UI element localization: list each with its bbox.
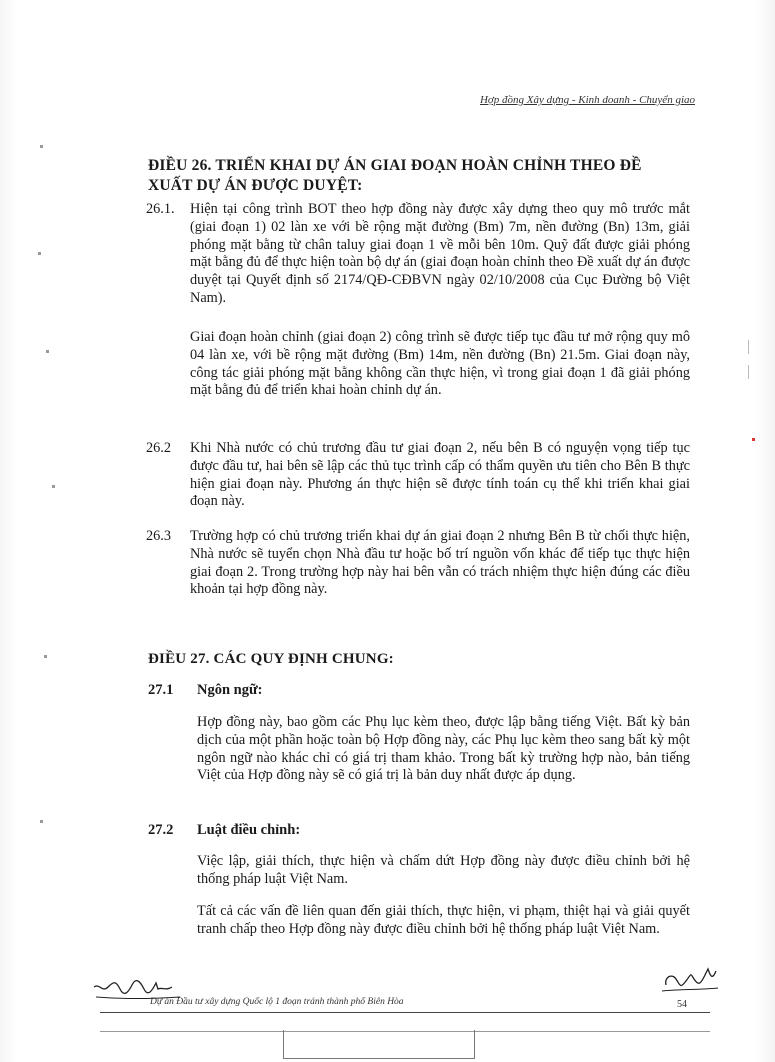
footer-project-text: Dự án Đầu tư xây dựng Quốc lộ 1 đoạn tránh thành phố Biên Hòa	[150, 997, 404, 1007]
clause-26-1-paragraph-2: Giai đoạn hoàn chỉnh (giai đoạn 2) công trình sẽ được tiếp tục đầu tư mở rộng quy mô 04 làn xe, với bề rộng mặt đường (Bm) 14m, nền đường (Bn) 21.5m. Giai đoạn này, công tác giải phóng mặt bằng không cần thực hiện, vì trong giai đoạn 1 đã giải phóng mặt bằng đủ để triển khai hoàn chỉnh dự án.	[190, 329, 690, 399]
page-number: 54	[677, 999, 687, 1010]
running-header: Hợp đồng Xây dựng - Kinh doanh - Chuyển giao	[479, 94, 695, 106]
clause-number: 26.2	[146, 440, 172, 456]
margin-speck	[40, 820, 43, 823]
clause-26-2-paragraph: Khi Nhà nước có chủ trương đầu tư giai đoạn 2, nếu bên B có nguyện vọng tiếp tục được đầu tư, hai bên sẽ lập các thủ tục trình cấp có thẩm quyền ưu tiên cho Bên B thực hiện giai đoạn này. Phương án thực hiện sẽ được tính toán cụ thể khi triển khai giai đoạn này.	[190, 440, 690, 510]
article-26-title-line1: ĐIỀU 26. TRIỂN KHAI DỰ ÁN GIAI ĐOẠN HOÀN CHỈNH THEO ĐỀ	[148, 157, 642, 174]
initials-signature-right	[660, 963, 720, 995]
section-number: 27.1	[148, 682, 174, 698]
margin-tick	[748, 365, 749, 379]
margin-speck	[46, 350, 49, 353]
article-26-title	[148, 156, 708, 196]
margin-speck	[38, 252, 41, 255]
clause-number: 26.1.	[146, 201, 175, 217]
clause-26-3-paragraph: Trường hợp có chủ trương triển khai dự án giai đoạn 2 nhưng Bên B từ chối thực hiện, Nhà nước sẽ tuyển chọn Nhà đầu tư hoặc bố trí nguồn vốn khác để tiếp tục thực hiện giai đoạn 2. Trong trường hợp này hai bên vẫn có trách nhiệm thực hiện đúng các điều khoản tại hợp đồng này.	[190, 528, 690, 598]
clause-26-1-paragraph-1: Hiện tại công trình BOT theo hợp đồng này được xây dựng theo quy mô trước mắt (giai đoạn 1) 02 làn xe với bề rộng mặt đường (Bm) 7m, nền đường (Bn) 13m, giải phóng mặt bằng từ chân taluy giai đoạn 1 về mỗi bên 10m. Quỹ đất được giải phóng mặt bằng đủ để thực hiện toàn bộ dự án (giai đoạn hoàn chỉnh theo Đề xuất dự án được duyệt tại Quyết định số 2174/QĐ-CĐBVN ngày 02/10/2008 của Cục Đường bộ Việt Nam).	[190, 201, 690, 306]
margin-speck	[44, 655, 47, 658]
article-27-title: ĐIỀU 27. CÁC QUY ĐỊNH CHUNG:	[148, 651, 394, 667]
article-26-title-line2: XUẤT DỰ ÁN ĐƯỢC DUYỆT:	[148, 177, 363, 194]
footer-rule	[100, 1012, 710, 1013]
section-27-2-paragraph-2: Tất cả các vấn đề liên quan đến giải thích, thực hiện, vi phạm, thiệt hại và giải quyết tranh chấp theo Hợp đồng này được điều chỉnh bởi hệ thống pháp luật Việt Nam.	[197, 903, 690, 937]
section-27-1-paragraph: Hợp đồng này, bao gồm các Phụ lục kèm theo, được lập bằng tiếng Việt. Bất kỳ bản dịch của một phần hoặc toàn bộ Hợp đồng này, các Phụ lục kèm theo sang bất kỳ một ngôn ngữ nào khác chỉ có giá trị tham khảo. Trong bất kỳ trường hợp nào, bản tiếng Việt của Hợp đồng này sẽ có giá trị là bản duy nhất được áp dụng.	[197, 714, 690, 784]
margin-speck	[52, 485, 55, 488]
section-27-2-title: Luật điều chỉnh:	[197, 822, 301, 838]
section-number: 27.2	[148, 822, 174, 838]
section-27-2-paragraph-1: Việc lập, giải thích, thực hiện và chấm dứt Hợp đồng này được điều chỉnh bởi hệ thống pháp luật Việt Nam.	[197, 853, 690, 887]
margin-speck	[40, 145, 43, 148]
page-tab-outline	[283, 1030, 475, 1059]
margin-speck	[752, 438, 755, 441]
margin-tick	[748, 340, 749, 354]
section-27-1-title: Ngôn ngữ:	[197, 682, 263, 698]
clause-number: 26.3	[146, 528, 172, 544]
